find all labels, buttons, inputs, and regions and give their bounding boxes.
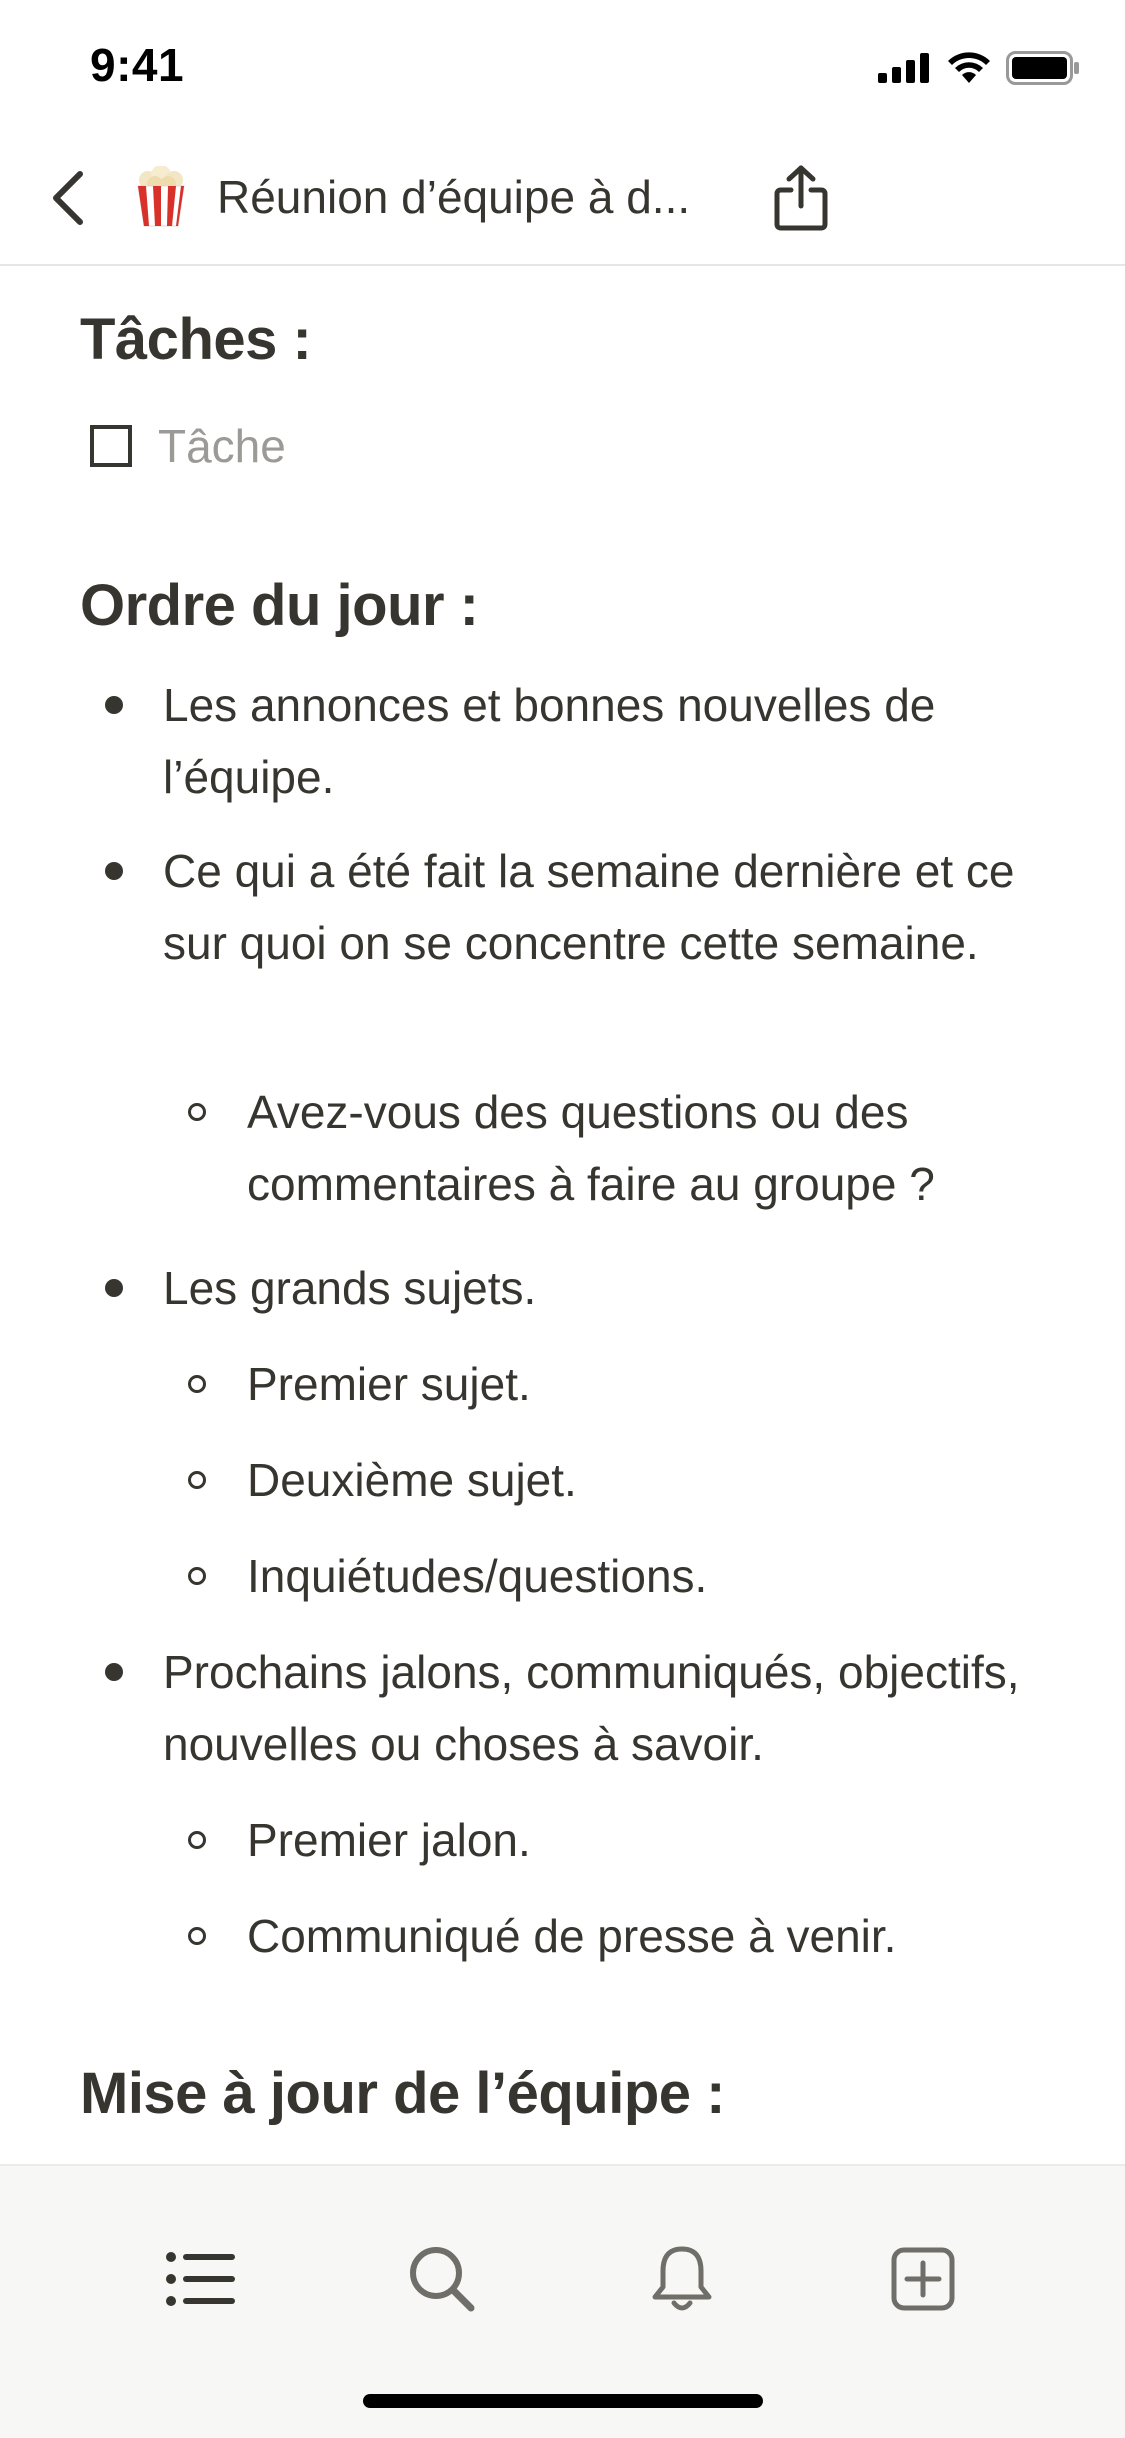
list-item[interactable]: Communiqué de presse à venir. [247, 1910, 897, 1962]
wifi-icon [946, 51, 992, 85]
bullet-disc [105, 696, 123, 714]
cellular-signal-icon [878, 53, 932, 83]
list-item[interactable]: Les grands sujets. [163, 1262, 537, 1314]
team-update-heading: Mise à jour de l’équipe : [80, 2061, 725, 2126]
bullet-disc [105, 1279, 123, 1297]
tasks-heading: Tâches : [80, 307, 312, 372]
list-icon [165, 2251, 237, 2307]
bell-icon [649, 2243, 715, 2315]
list-item[interactable]: Ce qui a été fait la semaine dernière et ce sur quoi on se concentre cette semaine. [163, 845, 1015, 969]
bullet-circle [188, 1103, 206, 1121]
checkbox[interactable] [90, 425, 132, 467]
todo-placeholder[interactable]: Tâche [158, 420, 286, 472]
status-icons [878, 48, 1080, 88]
list-item[interactable]: Deuxième sujet. [247, 1454, 577, 1506]
bullet-circle [188, 1375, 206, 1393]
bullet-circle [188, 1567, 206, 1585]
back-button[interactable] [32, 162, 104, 234]
status-bar [0, 0, 1125, 132]
list-item[interactable]: Prochains jalons, communiqués, objectifs, nouvelles ou choses à savoir. [163, 1646, 1020, 1770]
popcorn-icon[interactable] [130, 166, 192, 228]
bullet-circle [188, 1471, 206, 1489]
home-indicator[interactable] [363, 2394, 763, 2408]
todo-item[interactable] [90, 416, 286, 476]
search-icon [407, 2244, 477, 2314]
bullet-circle [188, 1927, 206, 1945]
page-content[interactable] [0, 266, 1125, 2164]
tab-pages[interactable] [156, 2234, 246, 2324]
share-icon [771, 164, 831, 232]
nav-bar [0, 132, 1125, 266]
list-item[interactable]: Les annonces et bonnes nouvelles de l’équipe. [163, 679, 936, 803]
bullet-disc [105, 862, 123, 880]
list-item[interactable]: Premier sujet. [247, 1358, 531, 1410]
tab-notifications[interactable] [637, 2234, 727, 2324]
new-page-icon [890, 2246, 956, 2312]
agenda-heading: Ordre du jour : [80, 573, 479, 638]
tab-search[interactable] [397, 2234, 487, 2324]
tab-new-page[interactable] [878, 2234, 968, 2324]
bullet-circle [188, 1831, 206, 1849]
page-title: Réunion d’équipe à d... [217, 171, 691, 223]
status-time: 9:41 [90, 39, 185, 91]
battery-icon [1006, 51, 1080, 85]
share-button[interactable] [765, 158, 837, 238]
chevron-left-icon [48, 168, 88, 228]
list-item[interactable]: Inquiétudes/questions. [247, 1550, 708, 1602]
bullet-disc [105, 1663, 123, 1681]
list-item[interactable]: Premier jalon. [247, 1814, 531, 1866]
list-item[interactable]: Avez-vous des questions ou des commentaires à faire au groupe ? [247, 1086, 935, 1210]
